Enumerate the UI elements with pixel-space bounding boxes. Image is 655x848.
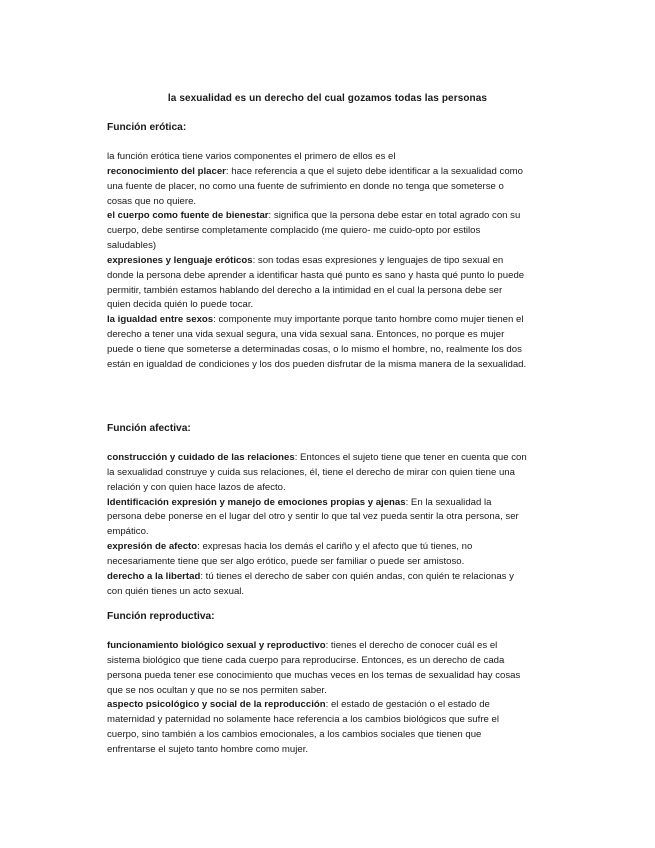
term-construccion-cuidado-relaciones: construcción y cuidado de las relaciones — [107, 452, 295, 463]
heading-funcion-afectiva: Función afectiva: — [107, 423, 191, 434]
text-igualdad-entre-sexos: componente muy importante porque tanto hombre como mujer tienen el derecho a tener una vida sexual segura, una vida sexual sana. Entonces, no porque es mujer puede o tiene que someterse a determinadas cosas, o lo mismo el hombre, no, realmente los dos están en igualdad de condiciones y los dos pueden disfrutar de la misma manera de la sexualidad. — [107, 314, 527, 370]
separator: : — [294, 452, 301, 463]
separator: : — [213, 314, 219, 326]
paragraph-funcion-erotica — [107, 150, 527, 373]
text-construccion-cuidado-relaciones: Entonces el sujeto tiene que tener en cuenta que con la sexualidad construye y cuida sus relaciones, él, tiene el derecho de mirar con quien tiene una relación y con quien hace lazos de afecto. — [107, 452, 527, 493]
text-aspecto-psicologico-social: el estado de gestación o el estado de maternidad y paternidad no solamente hace referencia a los cambios biológicos que sufre el cuerpo, sino también a los cambios emocionales, a los cambios sociales que tienen que enfrentarse el sujeto tanto hombre como mujer. — [107, 699, 499, 755]
text-reconocimiento-del-placer: hace referencia a que el sujeto debe identificar a la sexualidad como una fuente de placer, no como una fuente de sufrimiento en donde no tenga que someterse o cosas que no quiere. — [107, 165, 523, 207]
separator: : — [252, 254, 258, 266]
text-expresion-de-afecto: expresas hacia los demás el cariño y el afecto que tú tienes, no necesariamente tiene que ser algo erótico, puede ser familiar o puede ser amistoso. — [107, 541, 473, 567]
heading-funcion-reproductiva: Función reproductiva: — [107, 611, 215, 622]
term-reconocimiento-del-placer: reconocimiento del placer — [107, 165, 226, 177]
separator: : — [268, 210, 274, 222]
separator: : — [405, 496, 411, 508]
separator: : — [325, 640, 331, 651]
heading-funcion-erotica: Función erótica: — [107, 122, 187, 133]
text-derecho-a-la-libertad: tú tienes el derecho de saber con quién andas, con quién te relacionas y con quién tienes un acto sexual. — [107, 570, 514, 597]
separator: : — [200, 570, 206, 582]
document-title: la sexualidad es un derecho del cual gozamos todas las personas — [167, 93, 488, 104]
text-funcionamiento-biologico: tienes el derecho de conocer cuál es el sistema biológico que tiene cada cuerpo para reproducirse. Entonces, es un derecho de cada persona pueda tener ese conocimiento que muchas veces en los temas de sexualidad hay cosas que se nos ocultan y que no se nos permiten saber. — [107, 640, 521, 696]
separator: : — [197, 541, 203, 553]
term-funcionamiento-biologico: funcionamiento biológico sexual y reproductivo — [107, 640, 326, 651]
paragraph-funcion-afectiva — [107, 451, 527, 599]
erotica-intro: la función erótica tiene varios componentes el primero de ellos es el — [107, 151, 396, 162]
text-identificacion-emociones: En la sexualidad la persona debe ponerse en el lugar del otro y sentir lo que tal vez pueda sentir la otra persona, ser empático. — [107, 496, 519, 538]
term-derecho-a-la-libertad: derecho a la libertad — [107, 570, 201, 582]
term-igualdad-entre-sexos: la igualdad entre sexos — [107, 314, 214, 326]
separator: : — [225, 165, 232, 177]
term-expresion-de-afecto: expresión de afecto — [107, 541, 198, 553]
term-aspecto-psicologico-social: aspecto psicológico y social de la reproducción — [107, 699, 326, 711]
term-expresiones-lenguaje-eroticos: expresiones y lenguaje eróticos — [107, 254, 253, 266]
term-cuerpo-fuente-bienestar: el cuerpo como fuente de bienestar — [107, 210, 269, 222]
paragraph-funcion-reproductiva — [107, 639, 527, 758]
text-cuerpo-fuente-bienestar: significa que la persona debe estar en total agrado con su cuerpo, debe sentirse completamente complacido (me quiero- me cuido-opto por estilos saludables) — [107, 210, 521, 252]
term-identificacion-emociones: Identificación expresión y manejo de emociones propias y ajenas — [107, 496, 406, 508]
separator: : — [325, 699, 331, 711]
text-expresiones-lenguaje-eroticos: son todas esas expresiones y lenguajes de tipo sexual en donde la persona debe aprender a identificar hasta qué punto es sano y hasta qué punto lo puede permitir, también estamos hablando del derecho a la intimidad en el cual la persona debe ser quien decida quién lo puede tocar. — [107, 254, 525, 311]
